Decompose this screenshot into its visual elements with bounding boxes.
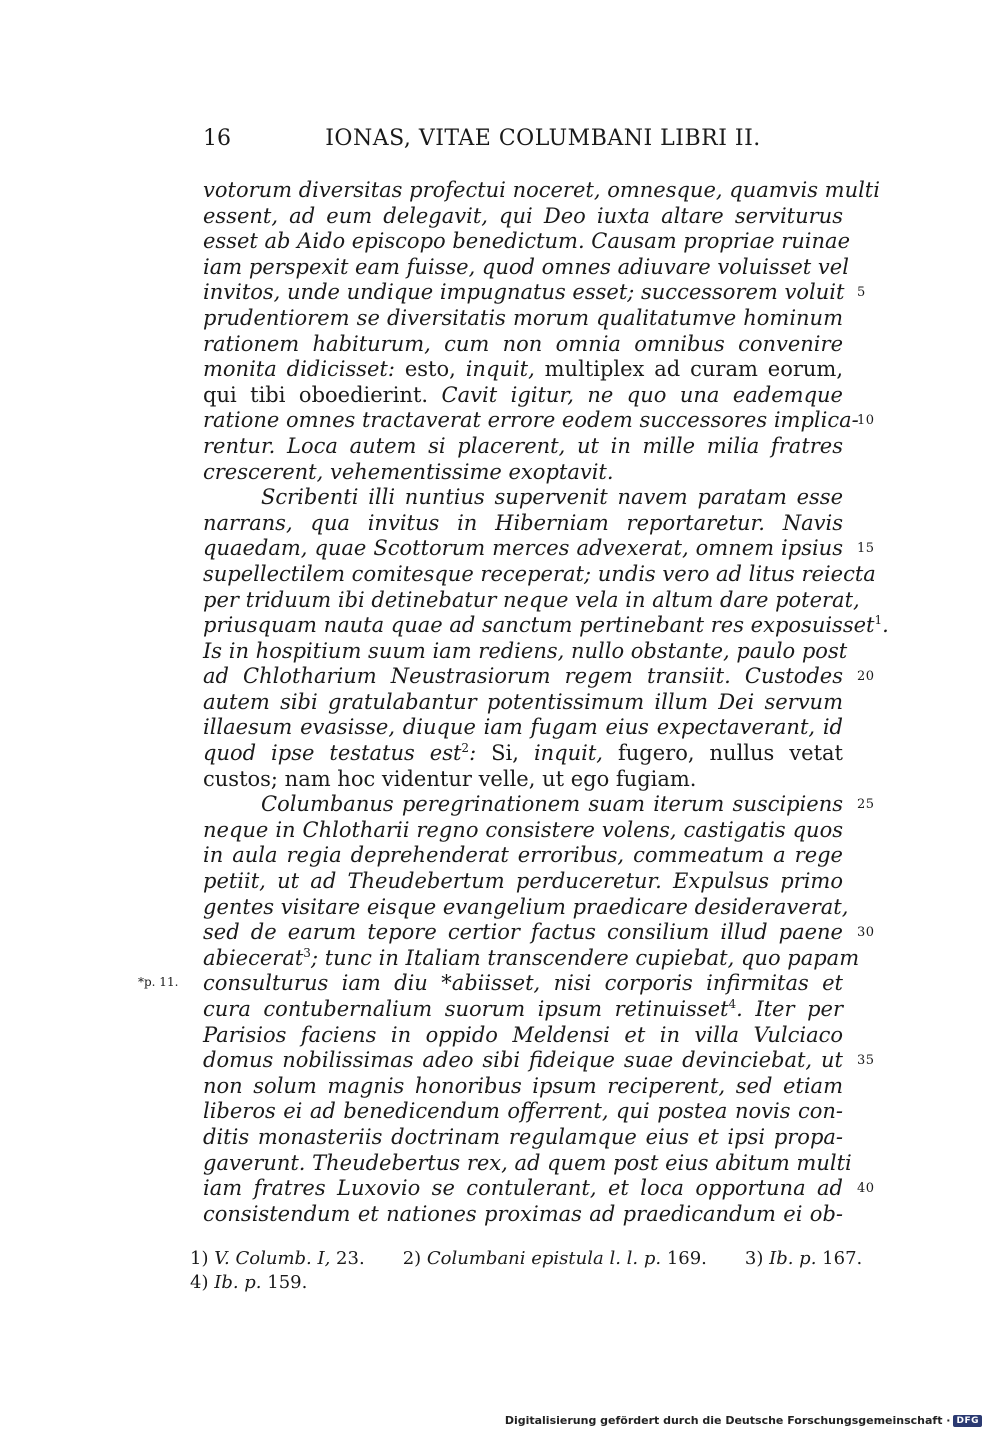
text-line <box>203 254 849 281</box>
text-line <box>203 1023 843 1049</box>
digitization-notice <box>505 1414 982 1427</box>
text-line <box>203 434 843 460</box>
footnote-marker: 2 <box>461 741 470 756</box>
text-line <box>203 1176 875 1202</box>
text-segment: per triduum ibi detinebatur neque vela in altum dare poterat, <box>203 587 860 612</box>
text-segment: sed de earum tepore certior factus consilium illud paene <box>203 920 843 945</box>
footnote-segment: Columbani epistula l. l. p. <box>426 1248 662 1269</box>
text-line <box>203 561 876 588</box>
footnote-segment: Ib. p. <box>769 1248 817 1269</box>
line-number: 10 <box>857 413 875 429</box>
text-segment: Is in hospitium suum iam rediens, nullo obstante, paulo post <box>203 638 848 663</box>
text-segment: non solum magnis honoribus ipsum reciperent, sed etiam <box>203 1073 843 1098</box>
text-segment: fugero, nullus vetat <box>617 741 843 766</box>
text-segment: esto, <box>404 357 456 382</box>
text-line <box>203 997 843 1023</box>
text-line <box>203 204 843 230</box>
text-line <box>203 843 843 869</box>
text-line <box>203 229 851 255</box>
text-segment: prudentiorem se diversitatis morum qualitatumve hominum <box>203 305 843 330</box>
footnote-line <box>190 1271 850 1295</box>
text-segment: multiplex ad curam eorum, <box>544 357 843 382</box>
text-line <box>203 460 843 486</box>
text-line <box>203 1074 843 1100</box>
line-number: 5 <box>857 285 866 301</box>
text-line <box>203 945 860 972</box>
text-line <box>203 767 843 793</box>
text-line <box>203 587 860 614</box>
text-segment: Cavit igitur, ne quo una eademque <box>428 382 843 407</box>
line-number: 30 <box>857 925 875 941</box>
text-line <box>203 690 843 716</box>
text-line <box>203 869 843 895</box>
text-segment: votorum diversitas profectui noceret, omnesque, quamvis multi <box>203 178 880 202</box>
text-segment: petiit, ut ad Theudebertum perduceretur. Expulsus primo <box>203 869 843 894</box>
footnote-segment: 159. <box>261 1272 308 1293</box>
text-segment: neque in Chlotharii regno consistere volens, castigatis quos <box>203 817 843 842</box>
text-segment: consulturus iam diu *abiisset, nisi corporis infirmitas et <box>203 971 843 996</box>
text-segment: . Iter per <box>736 997 843 1021</box>
text-line <box>203 408 875 434</box>
text-line <box>203 792 875 818</box>
text-segment: : <box>469 741 492 766</box>
line-number: 35 <box>857 1053 875 1069</box>
text-line <box>203 306 843 332</box>
text-line <box>203 485 843 511</box>
text-segment: crescerent, vehementissime exoptavit. <box>203 459 614 484</box>
text-segment: essent, ad eum delegavit, qui Deo iuxta altare serviturus <box>203 203 843 228</box>
text-line <box>203 383 843 409</box>
text-segment: custos; nam hoc videntur velle, ut ego fugiam. <box>203 766 697 791</box>
page-header <box>203 120 843 154</box>
text-segment: priusquam nauta quae ad sanctum pertinebant res exposuisset <box>203 613 875 638</box>
running-title: IONAS, VITAE COLUMBANI LIBRI II. <box>325 126 761 151</box>
text-segment: ditis monasteriis doctrinam regulamque eius et ipsi propa- <box>203 1124 843 1149</box>
text-segment: in aula regia deprehenderat erroribus, commeatum a rege <box>203 843 843 868</box>
footnote-segment: 169. <box>661 1248 707 1269</box>
text-segment: ad Chlotharium Neustrasiorum regem transiit. Custodes <box>203 664 843 689</box>
margin-page-reference: *p. 11. <box>138 975 179 989</box>
footnote-segment: 167. <box>816 1248 863 1269</box>
footnote-segment: 4) <box>190 1272 215 1293</box>
text-segment: consistendum et nationes proximas ad praedicandum ei ob- <box>203 1201 843 1226</box>
text-segment: gentes visitare eisque evangelium praedicare desideraverat, <box>203 894 849 919</box>
text-segment: supellectilem comitesque receperat; undis vero ad litus reiecta <box>203 561 876 586</box>
text-segment: iam fratres Luxovio se contulerant, et loca opportuna ad <box>203 1176 843 1201</box>
text-segment: Columbanus peregrinationem suam iterum suscipiens <box>261 792 843 817</box>
text-segment: ratione omnes tractaverat errore eodem successores implica- <box>203 408 859 433</box>
text-line <box>203 613 889 639</box>
text-segment: gaverunt. Theudebertus rex, ad quem post eius abitum multi <box>203 1150 852 1175</box>
footnote-segment: Ib. p. <box>214 1272 262 1293</box>
main-text <box>203 178 889 1227</box>
text-segment: invitos, unde undique impugnatus esset; successorem voluit <box>203 280 845 305</box>
text-line <box>203 818 843 844</box>
footnote-line <box>190 1247 863 1271</box>
text-segment: quod ipse testatus est <box>203 741 462 766</box>
footnote-marker: 4 <box>728 997 737 1011</box>
text-segment: cura contubernalium suorum ipsum retinuisset <box>203 997 729 1021</box>
footnote-marker: 1 <box>874 613 883 628</box>
line-number: 15 <box>857 541 875 557</box>
text-segment: . <box>882 613 889 638</box>
footnote-segment: V. Columb. I, <box>214 1248 331 1269</box>
text-line <box>203 1099 843 1125</box>
dfg-logo: DFG <box>953 1415 982 1427</box>
text-segment: liberos ei ad benedicendum offerrent, qui postea novis con- <box>203 1099 843 1124</box>
text-line <box>203 1125 843 1151</box>
line-number: 20 <box>857 669 875 685</box>
text-line <box>203 1048 875 1074</box>
text-segment: esset ab Aido episcopo benedictum. Causam propriae ruinae <box>203 229 851 254</box>
footnote-marker: 3 <box>303 945 311 960</box>
text-line <box>203 715 843 741</box>
text-segment: illaesum evasisse, diuque iam fugam eius expectaverant, id <box>203 715 843 740</box>
text-line <box>203 511 843 537</box>
text-segment: inquit, <box>518 741 618 766</box>
text-line <box>203 178 880 204</box>
text-segment: inquit, <box>455 357 545 382</box>
text-segment: monita didicisset: <box>203 357 405 382</box>
line-number: 40 <box>857 1181 875 1197</box>
footnote-segment: 1) <box>190 1248 215 1269</box>
text-segment: qui tibi oboedierint. <box>203 382 429 407</box>
text-segment: rentur. Loca autem si placerent, ut in mille milia fratres <box>203 433 843 458</box>
text-line <box>203 664 875 690</box>
text-line <box>203 357 843 383</box>
text-line <box>203 536 875 562</box>
text-segment: iam perspexit eam fuisse, quod omnes adiuvare voluisset vel <box>203 254 849 279</box>
text-line <box>203 638 848 665</box>
text-line <box>203 1150 852 1177</box>
text-line <box>203 920 875 946</box>
text-line <box>203 894 849 921</box>
text-line <box>203 1202 843 1228</box>
text-segment: Si, <box>491 741 519 766</box>
text-line <box>203 971 843 997</box>
text-segment: autem sibi gratulabantur potentissimum illum Dei servum <box>203 689 843 714</box>
text-line <box>203 741 843 767</box>
digitization-notice-text: Digitalisierung gefördert durch die Deutsche Forschungsgemeinschaft · <box>504 1414 951 1427</box>
page-number: 16 <box>203 126 231 151</box>
text-segment: narrans, qua invitus in Hiberniam reportaretur. Navis <box>203 510 843 535</box>
footnote-segment: 3) <box>744 1248 770 1269</box>
text-line <box>203 280 866 306</box>
footnote-segment: 23. <box>330 1248 365 1269</box>
text-segment: rationem habiturum, cum non omnia omnibus convenire <box>203 331 843 356</box>
line-number: 25 <box>857 797 875 813</box>
footnotes <box>190 1247 863 1295</box>
text-line <box>203 332 843 358</box>
text-segment: quaedam, quae Scottorum merces advexerat, omnem ipsius <box>203 536 843 561</box>
text-segment: domus nobilissimas adeo sibi fideique suae devinciebat, ut <box>203 1048 843 1073</box>
footnote-segment: 2) <box>402 1248 427 1269</box>
text-segment: ; tunc in Italiam transcendere cupiebat, quo papam <box>310 945 860 970</box>
text-segment: Parisios faciens in oppido Meldensi et in villa Vulciaco <box>203 1022 843 1047</box>
text-segment: abiecerat <box>203 945 304 970</box>
text-segment: Scribenti illi nuntius supervenit navem paratam esse <box>261 485 843 510</box>
